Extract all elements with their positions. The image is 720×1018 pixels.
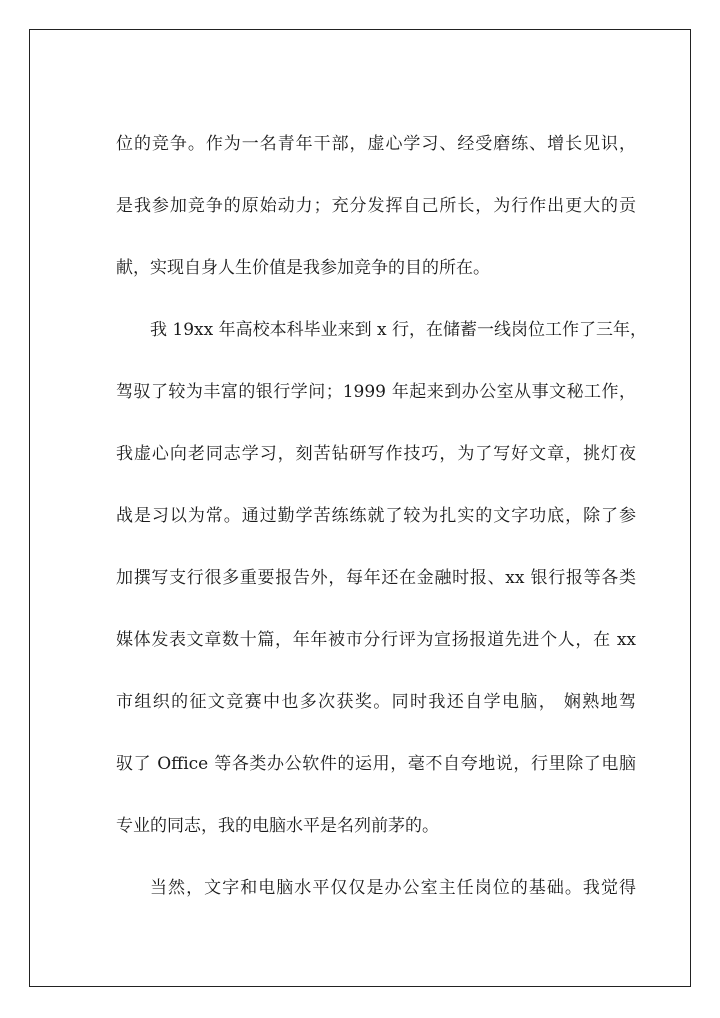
paragraph-line: 当然，文字和电脑水平仅仅是办公室主任岗位的基础。我觉得	[150, 878, 636, 898]
paragraph-line: 战是习以为常。通过勤学苦练练就了较为扎实的文字功底，除了参	[116, 506, 636, 526]
paragraph-line: 加撰写支行很多重要报告外，每年还在金融时报、xx 银行报等各类	[116, 568, 636, 588]
paragraph-line: 媒体发表文章数十篇，年年被市分行评为宣扬报道先进个人，在 xx	[116, 630, 636, 650]
paragraph-line: 市组织的征文竞赛中也多次获奖。同时我还自学电脑， 娴熟地驾	[116, 692, 636, 712]
paragraph-line: 我 19xx 年高校本科毕业来到 x 行，在储蓄一线岗位工作了三年，	[150, 320, 648, 340]
paragraph-line: 专业的同志，我的电脑水平是名列前茅的。	[116, 816, 439, 836]
paragraph-line: 是我参加竞争的原始动力；充分发挥自己所长，为行作出更大的贡	[116, 196, 636, 216]
paragraph-line: 位的竞争。作为一名青年干部，虚心学习、经受磨练、增长见识，	[116, 134, 636, 154]
paragraph-line: 驾驭了较为丰富的银行学问；1999 年起来到办公室从事文秘工作，	[116, 382, 636, 402]
paragraph-line: 驭了 Office 等各类办公软件的运用，毫不自夸地说，行里除了电脑	[116, 754, 636, 774]
paragraph-line: 献，实现自身人生价值是我参加竞争的目的所在。	[116, 258, 490, 278]
paragraph-line: 我虚心向老同志学习，刻苦钻研写作技巧，为了写好文章，挑灯夜	[116, 444, 636, 464]
